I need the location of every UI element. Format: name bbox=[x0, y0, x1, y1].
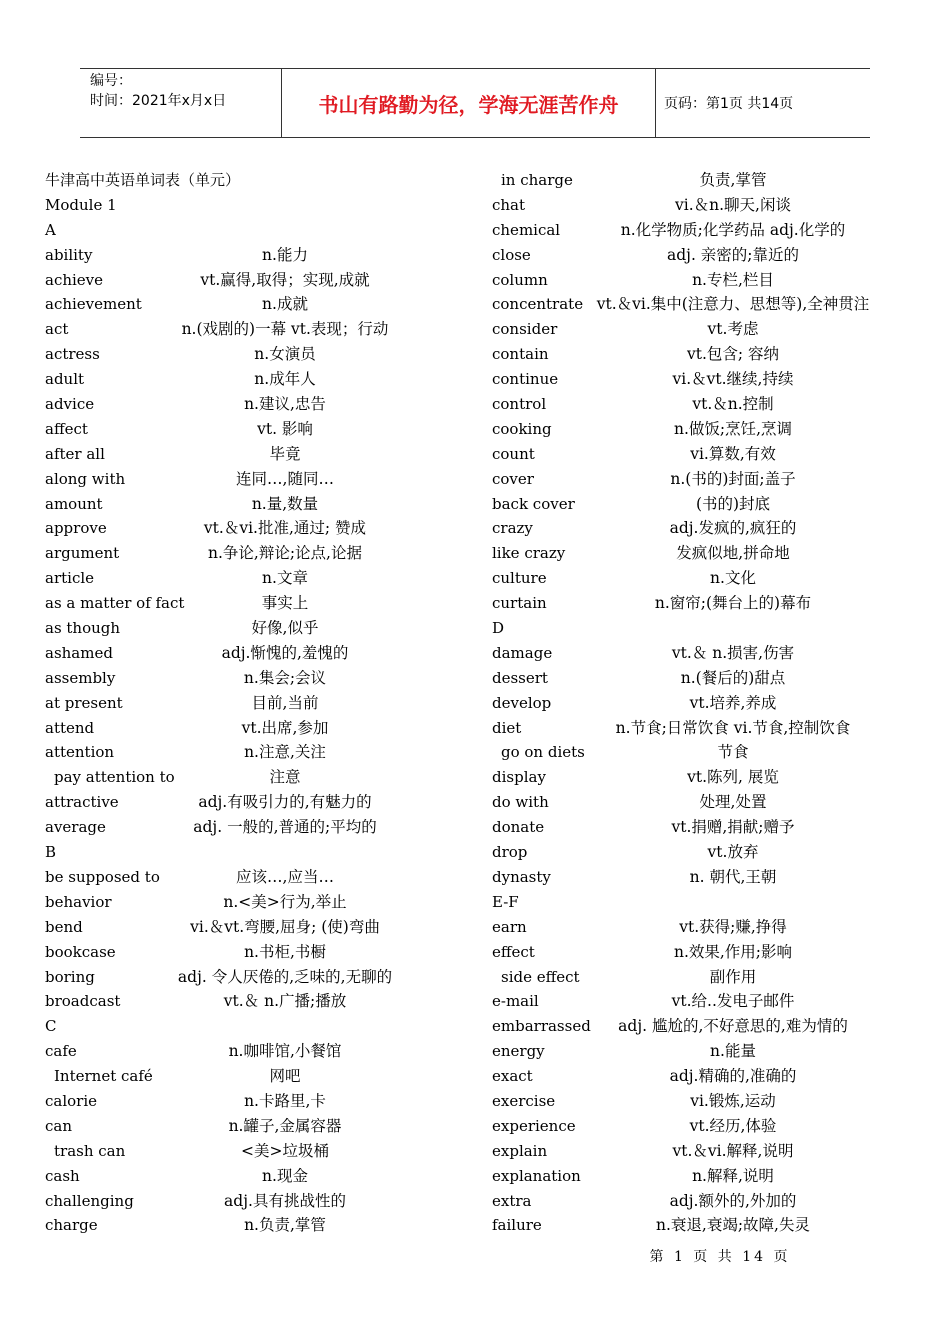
entry-word: dynasty bbox=[492, 867, 551, 886]
entry-meaning: vt.＆vi.集中(注意力、思想等),全神贯注 bbox=[596, 295, 870, 314]
vocabulary-entry bbox=[492, 840, 892, 865]
document-number-label: 编号： bbox=[90, 73, 132, 89]
entry-word: ability bbox=[45, 245, 93, 264]
vocabulary-entry bbox=[492, 890, 892, 915]
entry-word: in charge bbox=[501, 171, 573, 189]
header-page-info bbox=[656, 69, 870, 137]
entry-word: pay attention to bbox=[54, 768, 175, 787]
vocabulary-entry bbox=[45, 417, 465, 442]
vocabulary-column-left bbox=[45, 168, 465, 1238]
entry-meaning: vt.给..发电子邮件 bbox=[671, 992, 795, 1011]
vocabulary-entry bbox=[45, 268, 465, 293]
header-info bbox=[80, 69, 282, 137]
document-header bbox=[80, 68, 870, 138]
entry-word: 牛津高中英语单词表（单元） bbox=[45, 171, 241, 189]
vocabulary-entry bbox=[45, 840, 465, 865]
entry-word: bend bbox=[45, 917, 83, 936]
vocabulary-entry bbox=[492, 492, 892, 517]
entry-meaning: n.能量 bbox=[710, 1042, 756, 1061]
entry-meaning: vi.＆vt.继续,持续 bbox=[672, 370, 794, 389]
entry-word: failure bbox=[492, 1216, 542, 1235]
entry-word: drop bbox=[492, 843, 528, 862]
vocabulary-entry bbox=[492, 268, 892, 293]
motto-text: 书山有路勤为径，学海无涯苦作舟 bbox=[318, 92, 619, 117]
entry-meaning: vt.＆ n.广播;播放 bbox=[223, 992, 347, 1011]
entry-meaning: <美>垃圾桶 bbox=[241, 1141, 329, 1160]
header-motto bbox=[282, 69, 656, 137]
entry-meaning: vt.＆vi.解释,说明 bbox=[672, 1141, 794, 1160]
entry-meaning: n.做饭;烹饪,烹调 bbox=[673, 419, 793, 438]
document-date-label: 时间：2021年x月x日 bbox=[90, 93, 227, 109]
vocabulary-entry bbox=[492, 989, 892, 1014]
entry-word: close bbox=[492, 245, 531, 264]
vocabulary-entry bbox=[492, 940, 892, 965]
vocabulary-entry bbox=[45, 716, 465, 741]
vocabulary-entry bbox=[492, 541, 892, 566]
entry-meaning: n.能力 bbox=[262, 245, 308, 264]
entry-word: bookcase bbox=[45, 942, 116, 961]
entry-meaning: vt.陈列, 展览 bbox=[687, 768, 779, 787]
vocabulary-entry bbox=[45, 342, 465, 367]
entry-word: like crazy bbox=[492, 544, 566, 563]
entry-meaning: adj. 亲密的;靠近的 bbox=[666, 245, 800, 264]
entry-word: article bbox=[45, 569, 95, 588]
entry-meaning: vi.＆n.聊天,闲谈 bbox=[675, 195, 791, 214]
entry-word: affect bbox=[45, 419, 88, 438]
entry-word: extra bbox=[492, 1191, 532, 1210]
entry-word: attention bbox=[45, 743, 115, 762]
page-count-label: 页码：第1页 共14页 bbox=[664, 96, 794, 112]
entry-meaning: vi.算数,有效 bbox=[690, 444, 776, 463]
vocabulary-entry bbox=[492, 1089, 892, 1114]
entry-word: side effect bbox=[501, 967, 580, 986]
entry-meaning: n.成就 bbox=[262, 295, 308, 314]
entry-word: charge bbox=[45, 1216, 98, 1235]
entry-word: assembly bbox=[45, 668, 116, 687]
vocabulary-entry bbox=[492, 442, 892, 467]
entry-word: argument bbox=[45, 544, 120, 563]
vocabulary-entry bbox=[492, 865, 892, 890]
vocabulary-column-right bbox=[492, 168, 892, 1238]
page-footer: 第 1 页 共 14 页 bbox=[649, 1249, 791, 1265]
entry-meaning: vi.＆vt.弯腰,屈身; (使)弯曲 bbox=[190, 917, 380, 936]
entry-meaning: 发疯似地,拼命地 bbox=[676, 544, 790, 563]
vocabulary-entry bbox=[45, 243, 465, 268]
entry-meaning: n.(餐后的)甜点 bbox=[680, 668, 786, 687]
entry-meaning: 好像,似乎 bbox=[251, 619, 319, 638]
vocabulary-entry bbox=[492, 1014, 892, 1039]
vocabulary-entry bbox=[492, 1213, 892, 1238]
entry-meaning: n.文章 bbox=[262, 569, 308, 588]
entry-word: advice bbox=[45, 395, 95, 414]
vocabulary-entry bbox=[45, 317, 465, 342]
entry-meaning: n.现金 bbox=[262, 1166, 308, 1185]
vocabulary-entry bbox=[45, 915, 465, 940]
entry-word: continue bbox=[492, 370, 559, 389]
entry-word: be supposed to bbox=[45, 867, 160, 886]
entry-meaning: n.集会;会议 bbox=[243, 668, 327, 687]
vocabulary-entry bbox=[492, 691, 892, 716]
vocabulary-entry bbox=[45, 890, 465, 915]
entry-meaning: 目前,当前 bbox=[251, 693, 319, 712]
vocabulary-entry bbox=[45, 790, 465, 815]
entry-word: dessert bbox=[492, 668, 548, 687]
vocabulary-entry bbox=[45, 616, 465, 641]
entry-meaning: n.衰退,衰竭;故障,失灵 bbox=[656, 1216, 810, 1235]
entry-word: diet bbox=[492, 718, 522, 737]
vocabulary-entry bbox=[45, 218, 465, 243]
vocabulary-entry bbox=[492, 1039, 892, 1064]
entry-meaning: n.罐子,金属容器 bbox=[228, 1116, 342, 1135]
entry-word: go on diets bbox=[501, 743, 585, 762]
entry-word: actress bbox=[45, 345, 100, 364]
entry-word: concentrate bbox=[492, 295, 584, 314]
entry-word: cash bbox=[45, 1166, 80, 1185]
entry-word: Internet café bbox=[54, 1067, 153, 1086]
vocabulary-entry bbox=[492, 243, 892, 268]
vocabulary-entry bbox=[45, 740, 465, 765]
vocabulary-entry bbox=[492, 790, 892, 815]
entry-word: attractive bbox=[45, 793, 119, 812]
vocabulary-entry bbox=[492, 417, 892, 442]
entry-word: embarrassed bbox=[492, 1017, 591, 1036]
entry-word: achieve bbox=[45, 270, 104, 289]
entry-meaning: vt.经历,体验 bbox=[689, 1116, 777, 1135]
entry-meaning: vt.赢得,取得；实现,成就 bbox=[200, 270, 370, 289]
entry-meaning: n.(戏剧的)一幕 vt.表现；行动 bbox=[181, 320, 389, 339]
vocabulary-entry bbox=[492, 1064, 892, 1089]
entry-meaning: adj.具有挑战性的 bbox=[224, 1191, 346, 1210]
entry-word: crazy bbox=[492, 519, 533, 538]
vocabulary-entry bbox=[45, 492, 465, 517]
entry-word: do with bbox=[492, 793, 549, 812]
entry-word: explain bbox=[492, 1141, 548, 1160]
vocabulary-entry bbox=[492, 1114, 892, 1139]
vocabulary-entry bbox=[45, 940, 465, 965]
entry-word: display bbox=[492, 768, 546, 787]
entry-meaning: vt.获得;赚,挣得 bbox=[679, 917, 787, 936]
entry-word: as a matter of fact bbox=[45, 594, 185, 613]
vocabulary-entry bbox=[45, 1213, 465, 1238]
vocabulary-entry bbox=[45, 765, 465, 790]
entry-meaning: 负责,掌管 bbox=[699, 171, 767, 189]
entry-meaning: adj.额外的,外加的 bbox=[669, 1191, 797, 1210]
entry-word: C bbox=[45, 1017, 57, 1036]
entry-meaning: adj. 令人厌倦的,乏味的,无聊的 bbox=[177, 967, 393, 986]
entry-word: cover bbox=[492, 469, 534, 488]
entry-meaning: n.<美>行为,举止 bbox=[223, 892, 347, 911]
entry-word: amount bbox=[45, 494, 103, 513]
entry-meaning: n.解释,说明 bbox=[692, 1166, 774, 1185]
entry-meaning: adj.精确的,准确的 bbox=[669, 1067, 797, 1086]
entry-meaning: 事实上 bbox=[261, 594, 309, 613]
vocabulary-entry bbox=[45, 442, 465, 467]
entry-meaning: adj. 一般的,普通的;平均的 bbox=[193, 818, 377, 837]
vocabulary-entry bbox=[492, 815, 892, 840]
entry-word: culture bbox=[492, 569, 547, 588]
vocabulary-entry bbox=[45, 1014, 465, 1039]
entry-word: column bbox=[492, 270, 548, 289]
entry-meaning: n.建议,忠告 bbox=[244, 395, 326, 414]
entry-meaning: vt. 影响 bbox=[257, 419, 313, 438]
entry-meaning: vt.包含; 容纳 bbox=[686, 345, 780, 364]
vocabulary-entry bbox=[45, 989, 465, 1014]
vocabulary-entry bbox=[492, 392, 892, 417]
vocabulary-entry bbox=[45, 1189, 465, 1214]
vocabulary-entry bbox=[492, 1164, 892, 1189]
entry-word: cooking bbox=[492, 419, 552, 438]
vocabulary-entry bbox=[492, 218, 892, 243]
entry-meaning: vt.培养,养成 bbox=[689, 693, 777, 712]
entry-meaning: 副作用 bbox=[709, 967, 757, 986]
entry-meaning: adj.有吸引力的,有魅力的 bbox=[198, 793, 372, 812]
entry-word: ashamed bbox=[45, 643, 113, 662]
vocabulary-entry bbox=[492, 516, 892, 541]
vocabulary-entry bbox=[492, 193, 892, 218]
vocabulary-entry bbox=[492, 716, 892, 741]
entry-meaning: n.注意,关注 bbox=[244, 743, 326, 762]
entry-meaning: 节食 bbox=[717, 743, 749, 762]
vocabulary-entry bbox=[492, 641, 892, 666]
vocabulary-entry bbox=[492, 965, 892, 990]
entry-word: behavior bbox=[45, 892, 112, 911]
entry-meaning: n.争论,辩论;论点,论据 bbox=[208, 544, 362, 563]
entry-word: curtain bbox=[492, 594, 547, 613]
entry-meaning: vt.考虑 bbox=[707, 320, 759, 339]
entry-word: consider bbox=[492, 320, 558, 339]
entry-meaning: n.卡路里,卡 bbox=[244, 1091, 326, 1110]
vocabulary-entry bbox=[45, 865, 465, 890]
vocabulary-entry bbox=[45, 541, 465, 566]
entry-word: trash can bbox=[54, 1141, 126, 1160]
entry-meaning: vt.捐赠,捐献;赠予 bbox=[671, 818, 795, 837]
entry-meaning: n.化学物质;化学药品 adj.化学的 bbox=[620, 220, 846, 239]
entry-word: explanation bbox=[492, 1166, 581, 1185]
vocabulary-entry bbox=[45, 666, 465, 691]
entry-meaning: n.节食;日常饮食 vi.节食,控制饮食 bbox=[615, 718, 851, 737]
entry-word: exercise bbox=[492, 1091, 556, 1110]
entry-word: along with bbox=[45, 469, 126, 488]
entry-word: broadcast bbox=[45, 992, 121, 1011]
vocabulary-entry bbox=[492, 317, 892, 342]
vocabulary-entry bbox=[45, 1039, 465, 1064]
entry-meaning: vt.出席,参加 bbox=[241, 718, 329, 737]
entry-word: contain bbox=[492, 345, 549, 364]
entry-meaning: adj.惭愧的,羞愧的 bbox=[221, 643, 349, 662]
vocabulary-entry bbox=[492, 765, 892, 790]
entry-word: challenging bbox=[45, 1191, 134, 1210]
entry-word: after all bbox=[45, 444, 105, 463]
entry-word: control bbox=[492, 395, 547, 414]
entry-word: e-mail bbox=[492, 992, 539, 1011]
vocabulary-entry bbox=[492, 342, 892, 367]
vocabulary-entry bbox=[45, 641, 465, 666]
vocabulary-entry bbox=[45, 815, 465, 840]
entry-meaning: 网吧 bbox=[269, 1067, 301, 1086]
entry-word: E-F bbox=[492, 892, 519, 911]
entry-meaning: 注意 bbox=[269, 768, 301, 787]
vocabulary-entry bbox=[45, 1064, 465, 1089]
vocabulary-entry bbox=[45, 516, 465, 541]
entry-meaning: n.书柜,书橱 bbox=[244, 942, 326, 961]
entry-meaning: 连同…,随同… bbox=[236, 469, 334, 488]
entry-meaning: n.成年人 bbox=[254, 370, 316, 389]
vocabulary-entry bbox=[45, 292, 465, 317]
vocabulary-entry bbox=[45, 1089, 465, 1114]
vocabulary-entry bbox=[492, 566, 892, 591]
entry-meaning: (书的)封底 bbox=[695, 494, 771, 513]
entry-meaning: n.效果,作用;影响 bbox=[673, 942, 793, 961]
entry-meaning: n.女演员 bbox=[254, 345, 316, 364]
entry-meaning: n.负责,掌管 bbox=[244, 1216, 326, 1235]
vocabulary-entry bbox=[492, 292, 892, 317]
entry-word: D bbox=[492, 619, 505, 638]
entry-meaning: vt.＆vi.批准,通过; 赞成 bbox=[203, 519, 367, 538]
entry-word: effect bbox=[492, 942, 535, 961]
entry-meaning: adj.发疯的,疯狂的 bbox=[669, 519, 797, 538]
vocabulary-entry bbox=[492, 915, 892, 940]
entry-word: as though bbox=[45, 619, 121, 638]
entry-meaning: 毕竟 bbox=[269, 444, 301, 463]
vocabulary-entry bbox=[45, 467, 465, 492]
vocabulary-entry bbox=[45, 392, 465, 417]
entry-word: develop bbox=[492, 693, 552, 712]
vocabulary-entry bbox=[492, 168, 892, 193]
entry-meaning: vt.放弃 bbox=[707, 843, 759, 862]
entry-meaning: vi.锻炼,运动 bbox=[690, 1091, 776, 1110]
vocabulary-entry bbox=[492, 467, 892, 492]
entry-meaning: adj. 尴尬的,不好意思的,难为情的 bbox=[618, 1017, 848, 1036]
vocabulary-entry bbox=[492, 367, 892, 392]
entry-word: back cover bbox=[492, 494, 575, 513]
vocabulary-entry bbox=[45, 566, 465, 591]
entry-meaning: 应该…,应当… bbox=[236, 867, 334, 886]
entry-word: donate bbox=[492, 818, 545, 837]
vocabulary-entry bbox=[492, 740, 892, 765]
entry-meaning: 处理,处置 bbox=[699, 793, 767, 812]
entry-meaning: n. 朝代,王朝 bbox=[689, 867, 777, 886]
entry-meaning: n.专栏,栏目 bbox=[692, 270, 774, 289]
entry-word: count bbox=[492, 444, 535, 463]
vocabulary-entry bbox=[492, 616, 892, 641]
entry-word: attend bbox=[45, 718, 95, 737]
entry-word: adult bbox=[45, 370, 85, 389]
entry-word: chemical bbox=[492, 220, 561, 239]
vocabulary-entry bbox=[45, 691, 465, 716]
entry-word: average bbox=[45, 818, 106, 837]
entry-word: cafe bbox=[45, 1042, 77, 1061]
entry-word: at present bbox=[45, 693, 123, 712]
entry-word: experience bbox=[492, 1116, 576, 1135]
entry-meaning: n.(书的)封面;盖子 bbox=[670, 469, 796, 488]
vocabulary-entry bbox=[492, 591, 892, 616]
entry-meaning: vt.＆ n.损害,伤害 bbox=[671, 643, 795, 662]
entry-word: A bbox=[45, 220, 56, 239]
vocabulary-entry bbox=[45, 193, 465, 218]
entry-word: earn bbox=[492, 917, 527, 936]
vocabulary-entry bbox=[45, 1164, 465, 1189]
entry-word: energy bbox=[492, 1042, 545, 1061]
vocabulary-entry bbox=[45, 168, 465, 193]
entry-word: boring bbox=[45, 967, 95, 986]
vocabulary-entry bbox=[45, 591, 465, 616]
entry-word: calorie bbox=[45, 1091, 98, 1110]
entry-word: achievement bbox=[45, 295, 142, 314]
entry-word: Module 1 bbox=[45, 195, 117, 214]
entry-meaning: n.文化 bbox=[710, 569, 756, 588]
entry-word: B bbox=[45, 843, 57, 862]
entry-meaning: n.窗帘;(舞台上的)幕布 bbox=[654, 594, 812, 613]
entry-meaning: vt.＆n.控制 bbox=[692, 395, 774, 414]
vocabulary-entry bbox=[492, 666, 892, 691]
vocabulary-entry bbox=[45, 965, 465, 990]
entry-meaning: n.量,数量 bbox=[251, 494, 319, 513]
entry-word: act bbox=[45, 320, 69, 339]
entry-word: chat bbox=[492, 195, 526, 214]
vocabulary-entry bbox=[45, 1139, 465, 1164]
entry-meaning: n.咖啡馆,小餐馆 bbox=[228, 1042, 342, 1061]
entry-word: exact bbox=[492, 1067, 533, 1086]
vocabulary-entry bbox=[492, 1189, 892, 1214]
entry-word: damage bbox=[492, 643, 553, 662]
entry-word: can bbox=[45, 1116, 73, 1135]
vocabulary-entry bbox=[45, 367, 465, 392]
vocabulary-entry bbox=[492, 1139, 892, 1164]
vocabulary-entry bbox=[45, 1114, 465, 1139]
entry-word: approve bbox=[45, 519, 107, 538]
